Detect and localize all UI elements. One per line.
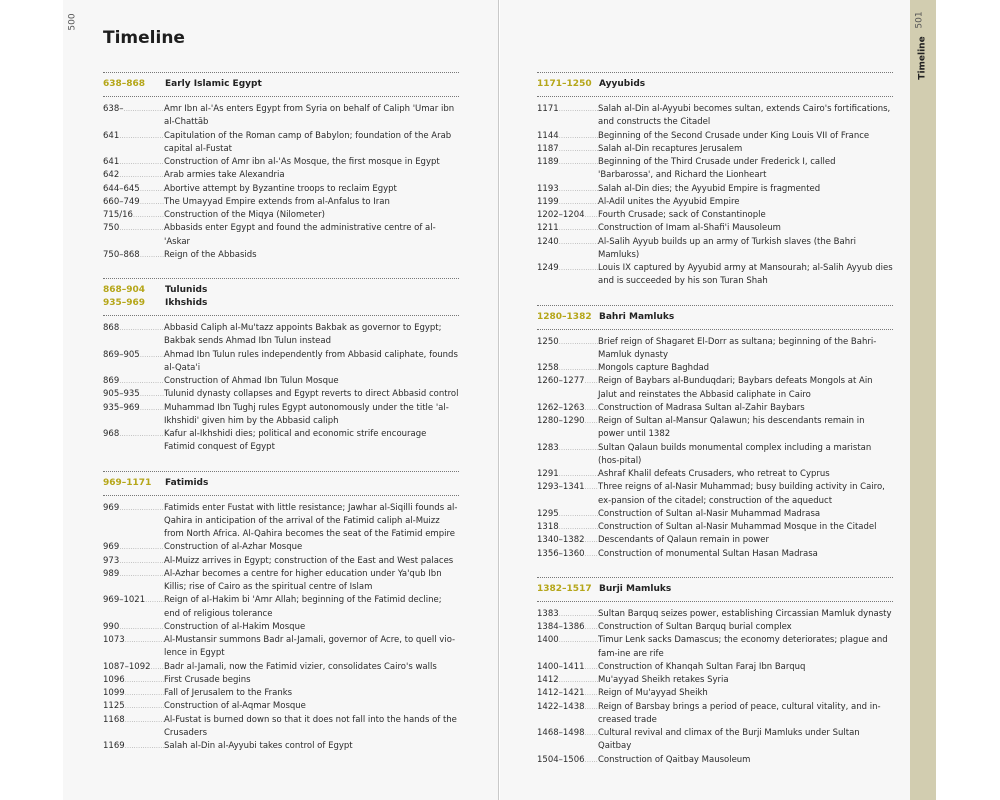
section-header: [103, 72, 459, 97]
timeline-entry: [103, 222, 459, 249]
timeline-entry: [537, 222, 893, 235]
timeline-entry: [103, 322, 459, 349]
entry-date: 990 .....: [103, 621, 164, 634]
dynasty-name: Bahri Mamluks: [599, 311, 675, 322]
entry-date: 1202–1204 .....: [537, 209, 598, 222]
page-number-left: 500: [67, 13, 78, 31]
page-number-right: 501: [914, 11, 925, 29]
entry-date: 969–1021 .....: [103, 594, 164, 621]
section-header: [103, 471, 459, 496]
entry-date: 1468–1498 .....: [537, 727, 598, 754]
entry-text: Capitulation of the Roman camp of Babylon; foundation of the Arab capital al-Fustat: [164, 130, 452, 154]
entry-text: Reign of al-Hakim bi 'Amr Allah; beginning of the Fatimid decline; end of religious tolerance: [164, 595, 442, 619]
entry-text: Al-Azhar becomes a centre for higher education under Ya'qub Ibn Killis; rise of Cairo as the spiritual centre of Islam: [164, 568, 442, 592]
entry-date: 1199 .....: [537, 196, 598, 209]
entry-date: 660–749 .....: [103, 196, 164, 209]
period-row: [103, 297, 459, 310]
entry-text: Reign of the Abbasids: [164, 249, 257, 260]
entry-date: 750–868 .....: [103, 249, 164, 262]
entry-text: Construction of Imam al-Shafi'i Mausoleum: [598, 223, 781, 234]
timeline-entry: [103, 402, 459, 429]
entry-date: 1250 .....: [537, 336, 598, 363]
timeline-entry: [103, 196, 459, 209]
book-gutter: [498, 0, 499, 800]
entry-date: 969 .....: [103, 502, 164, 542]
entry-date: 1340–1382 .....: [537, 534, 598, 547]
entry-date: 1171 .....: [537, 103, 598, 130]
timeline-entry: [103, 183, 459, 196]
dynasty-name: Tulunids: [165, 285, 208, 295]
timeline-entry: [103, 714, 459, 741]
period-years: 969–1171: [103, 477, 152, 488]
entry-text: Reign of Mu'ayyad Sheikh: [598, 688, 708, 699]
timeline-entry: [103, 349, 459, 376]
entry-text: Fall of Jerusalem to the Franks: [164, 688, 293, 698]
entry-text: Abbasid Caliph al-Mu'tazz appoints Bakbak as governor to Egypt; Bakbak sends Ahmad Ibn Tulun instead: [164, 323, 442, 347]
timeline-entry: [537, 521, 893, 534]
entry-text: The Umayyad Empire extends from al-Anfalus to Iran: [164, 196, 390, 207]
timeline-entry: [537, 687, 893, 700]
period-years: 1280–1382: [537, 311, 592, 322]
section-header: [103, 278, 459, 316]
entry-text: Beginning of the Second Crusade under King Louis VII of France: [598, 130, 870, 141]
section-header: [537, 577, 893, 602]
timeline-entry: [537, 402, 893, 415]
timeline-entry: [103, 687, 459, 700]
timeline-entry: [537, 262, 893, 289]
entry-date: 869 .....: [103, 375, 164, 388]
timeline-entry: [537, 634, 893, 661]
entry-text: Construction of the Miqya (Nilometer): [164, 210, 325, 220]
entry-date: 641 .....: [103, 130, 164, 157]
timeline-entry: [537, 196, 893, 209]
entry-date: 1125 .....: [103, 700, 164, 713]
entry-date: 905–935 .....: [103, 388, 164, 401]
entry-date: 869–905 .....: [103, 349, 164, 376]
entry-date: 1293–1341 .....: [537, 481, 598, 508]
timeline-column-left: [103, 72, 459, 769]
timeline-entry: [103, 621, 459, 634]
entry-text: Beginning of the Third Crusade under Frederick I, called 'Barbarossa', and Richard the Lionheart: [598, 157, 836, 181]
entry-date: 935–969 .....: [103, 402, 164, 429]
entry-text: Fourth Crusade; sack of Constantinople: [598, 210, 766, 220]
period-years: 1382–1517: [537, 583, 592, 594]
timeline-entry: [537, 362, 893, 375]
timeline-entry: [537, 130, 893, 143]
dynasty-name: Ikhshids: [165, 298, 208, 308]
entry-text: Construction of Ahmad Ibn Tulun Mosque: [164, 376, 339, 386]
entry-text: Al-Muizz arrives in Egypt; construction of the East and West palaces: [164, 555, 454, 566]
entry-date: 1400 .....: [537, 634, 598, 661]
timeline-entry: [537, 143, 893, 156]
entry-text: Salah al-Din al-Ayyubi takes control of Egypt: [164, 741, 353, 751]
entry-date: 1422–1438 .....: [537, 701, 598, 728]
entry-text: Reign of Baybars al-Bunduqdari; Baybars defeats Mongols at Ain Jalut and reinstates the Abbasid caliphate in Cairo: [598, 376, 873, 400]
entry-date: 1168 .....: [103, 714, 164, 741]
entry-date: 1169 .....: [103, 740, 164, 753]
entry-text: Louis IX captured by Ayyubid army at Mansourah; al-Salih Ayyub dies and is succeeded by his son Turan Shah: [598, 263, 893, 287]
period-years: 1171–1250: [537, 79, 592, 89]
thumb-tab: [910, 0, 936, 800]
entry-date: 750 .....: [103, 222, 164, 249]
period-years: 935–969: [103, 298, 146, 308]
period-years: 868–904: [103, 285, 146, 295]
entry-date: 1400–1411 .....: [537, 661, 598, 674]
timeline-entry: [537, 508, 893, 521]
timeline-entry: [537, 375, 893, 402]
timeline-entry: [537, 103, 893, 130]
entry-text: Abbasids enter Egypt and found the administrative centre of al-'Askar: [164, 223, 436, 247]
timeline-entry: [103, 634, 459, 661]
entry-date: 1260–1277 .....: [537, 375, 598, 402]
period-row: [103, 284, 459, 297]
entry-date: 1262–1263 .....: [537, 402, 598, 415]
section-header: [537, 72, 893, 97]
entry-date: 1383 .....: [537, 608, 598, 621]
entry-text: Badr al-Jamali, now the Fatimid vizier, consolidates Cairo's walls: [164, 661, 437, 672]
period-row: [537, 311, 893, 324]
entry-text: Construction of monumental Sultan Hasan Madrasa: [598, 548, 818, 559]
entry-date: 1412–1421 .....: [537, 687, 598, 700]
entry-date: 1295 .....: [537, 508, 598, 521]
entry-text: Kafur al-Ikhshidi dies; political and economic strife encourage Fatimid conquest of Egypt: [164, 429, 427, 453]
timeline-entry: [103, 103, 459, 130]
timeline-entry: [537, 481, 893, 508]
timeline-entry: [103, 130, 459, 157]
timeline-entry: [537, 754, 893, 767]
entry-text: Salah al-Din al-Ayyubi becomes sultan, extends Cairo's fortifications, and constructs the Citadel: [598, 104, 891, 128]
timeline-entry: [537, 156, 893, 183]
entry-text: Construction of Sultan al-Nasir Muhammad Mosque in the Citadel: [598, 522, 877, 532]
entry-text: Tulunid dynasty collapses and Egypt reverts to direct Abbasid control: [164, 389, 459, 400]
entry-date: 989 .....: [103, 568, 164, 595]
timeline-entry: [103, 700, 459, 713]
timeline-column-right: [537, 72, 893, 783]
entry-date: 1087–1092 .....: [103, 661, 164, 674]
timeline-entry: [537, 608, 893, 621]
entry-date: 1412 .....: [537, 674, 598, 687]
entry-date: 715/16 .....: [103, 209, 164, 222]
entry-text: Construction of Khanqah Sultan Faraj Ibn Barquq: [598, 661, 806, 672]
entry-text: Construction of Madrasa Sultan al-Zahir Baybars: [598, 402, 805, 413]
period-years: 638–868: [103, 79, 146, 89]
entry-text: Construction of Sultan Barquq burial complex: [598, 622, 792, 632]
entry-text: Construction of Amr ibn al-'As Mosque, the first mosque in Egypt: [164, 157, 440, 167]
timeline-entry: [537, 727, 893, 754]
timeline-entry: [537, 548, 893, 561]
entry-text: Al-Fustat is burned down so that it does not fall into the hands of the Crusaders: [164, 714, 457, 738]
entry-text: Descendants of Qalaun remain in power: [598, 535, 769, 546]
timeline-entry: [537, 701, 893, 728]
entry-date: 1096 .....: [103, 674, 164, 687]
entry-date: 1384–1386 .....: [537, 621, 598, 634]
entry-text: Three reigns of al-Nasir Muhammad; busy building activity in Cairo, ex-pansion of the citadel; construction of the aqueduct: [598, 482, 885, 506]
period-row: [103, 477, 459, 490]
entry-date: 1189 .....: [537, 156, 598, 183]
timeline-entry: [103, 555, 459, 568]
timeline-entry: [537, 534, 893, 547]
entry-text: Sultan Qalaun builds monumental complex including a maristan (hos-pital): [598, 442, 872, 466]
entry-text: Fatimids enter Fustat with little resistance; Jawhar al-Siqilli founds al-Qahira in anticipation of the arrival of the Fatimid caliph al-Muizz from North Africa. Al-Qahira becomes the seat of the Fatimid empire: [164, 502, 458, 539]
entry-date: 1099 .....: [103, 687, 164, 700]
entry-text: Salah al-Din recaptures Jerusalem: [598, 143, 743, 154]
entry-text: First Crusade begins: [164, 674, 251, 685]
entry-text: Al-Adil unites the Ayyubid Empire: [598, 196, 740, 207]
timeline-entry: [537, 621, 893, 634]
entry-text: Salah al-Din dies; the Ayyubid Empire is fragmented: [598, 183, 821, 194]
entry-text: Mu'ayyad Sheikh retakes Syria: [598, 675, 729, 685]
timeline-entry: [537, 209, 893, 222]
page-title: Timeline: [103, 28, 185, 48]
entry-date: 1291 .....: [537, 468, 598, 481]
entry-date: 641 .....: [103, 156, 164, 169]
entry-text: Al-Mustansir summons Badr al-Jamali, governor of Acre, to quell vio-lence in Egypt: [164, 635, 456, 659]
timeline-entry: [103, 169, 459, 182]
timeline-entry: [103, 428, 459, 455]
timeline-entry: [537, 674, 893, 687]
timeline-entry: [103, 375, 459, 388]
dynasty-name: Fatimids: [165, 477, 209, 488]
entry-date: 642 .....: [103, 169, 164, 182]
entry-text: Construction of al-Aqmar Mosque: [164, 701, 306, 712]
entry-text: Al-Salih Ayyub builds up an army of Turkish slaves (the Bahri Mamluks): [598, 236, 856, 260]
entry-text: Construction of al-Azhar Mosque: [164, 542, 303, 553]
thumb-tab-title: Timeline: [917, 36, 928, 80]
entry-text: Timur Lenk sacks Damascus; the economy deteriorates; plague and fam-ine are rife: [598, 635, 888, 659]
entry-text: Amr Ibn al-'As enters Egypt from Syria on behalf of Caliph 'Umar ibn al-Chattāb: [164, 104, 455, 128]
period-row: [103, 78, 459, 91]
entry-text: Cultural revival and climax of the Burji Mamluks under Sultan Qaitbay: [598, 728, 860, 752]
entry-date: 638– .....: [103, 103, 164, 130]
entry-date: 1258 .....: [537, 362, 598, 375]
entry-date: 1280–1290 .....: [537, 415, 598, 442]
entry-text: Muhammad Ibn Tughj rules Egypt autonomously under the title 'al-Ikhshidi' given him by the Abbasid caliph: [164, 402, 449, 426]
entry-text: Reign of Barsbay brings a period of peace, cultural vitality, and in-creased trade: [598, 701, 881, 725]
timeline-section: [537, 577, 893, 767]
timeline-entry: [103, 568, 459, 595]
timeline-entry: [537, 236, 893, 263]
entry-date: 1211 .....: [537, 222, 598, 235]
timeline-entry: [103, 674, 459, 687]
entry-text: Arab armies take Alexandria: [164, 170, 285, 181]
entry-date: 868 .....: [103, 322, 164, 349]
entry-text: Construction of Sultan al-Nasir Muhammad Madrasa: [598, 508, 821, 519]
entry-date: 969 .....: [103, 541, 164, 554]
entry-date: 1318 .....: [537, 521, 598, 534]
timeline-entry: [103, 388, 459, 401]
dynasty-name: Ayyubids: [599, 79, 646, 89]
entry-text: Brief reign of Shagaret El-Dorr as sultana; beginning of the Bahri-Mamluk dynasty: [598, 336, 877, 360]
timeline-section: [103, 471, 459, 754]
timeline-entry: [103, 249, 459, 262]
timeline-entry: [537, 183, 893, 196]
entry-date: 644–645 .....: [103, 183, 164, 196]
entry-date: 1073 .....: [103, 634, 164, 661]
timeline-section: [103, 278, 459, 455]
entry-date: 1187 .....: [537, 143, 598, 156]
entry-date: 1504–1506 .....: [537, 754, 598, 767]
timeline-entry: [103, 594, 459, 621]
entry-text: Reign of Sultan al-Mansur Qalawun; his descendants remain in power until 1382: [598, 416, 865, 440]
period-row: [537, 78, 893, 91]
entry-date: 1283 .....: [537, 442, 598, 469]
timeline-entry: [537, 415, 893, 442]
entry-text: Abortive attempt by Byzantine troops to reclaim Egypt: [164, 183, 397, 194]
dynasty-name: Burji Mamluks: [599, 583, 672, 594]
timeline-entry: [537, 336, 893, 363]
entry-text: Construction of al-Hakim Mosque: [164, 621, 306, 632]
timeline-entry: [537, 442, 893, 469]
entry-text: Mongols capture Baghdad: [598, 363, 710, 373]
entry-date: 1356–1360 .....: [537, 548, 598, 561]
timeline-section: [103, 72, 459, 262]
entry-text: Ahmad Ibn Tulun rules independently from Abbasid caliphate, founds al-Qata'i: [164, 349, 458, 373]
section-header: [537, 305, 893, 330]
timeline-entry: [537, 661, 893, 674]
entry-text: Construction of Qaitbay Mausoleum: [598, 754, 751, 765]
timeline-entry: [103, 661, 459, 674]
timeline-entry: [537, 468, 893, 481]
dynasty-name: Early Islamic Egypt: [165, 79, 262, 89]
timeline-entry: [103, 209, 459, 222]
timeline-section: [537, 72, 893, 289]
period-row: [537, 583, 893, 596]
timeline-entry: [103, 156, 459, 169]
entry-text: Ashraf Khalil defeats Crusaders, who retreat to Cyprus: [598, 469, 830, 479]
entry-date: 1193 .....: [537, 183, 598, 196]
entry-text: Sultan Barquq seizes power, establishing Circassian Mamluk dynasty: [598, 608, 892, 619]
entry-date: 1240 .....: [537, 236, 598, 263]
entry-date: 973 .....: [103, 555, 164, 568]
timeline-entry: [103, 541, 459, 554]
timeline-entry: [103, 740, 459, 753]
timeline-section: [537, 305, 893, 561]
entry-date: 968 .....: [103, 428, 164, 455]
timeline-entry: [103, 502, 459, 542]
entry-date: 1249 .....: [537, 262, 598, 289]
entry-date: 1144 .....: [537, 130, 598, 143]
